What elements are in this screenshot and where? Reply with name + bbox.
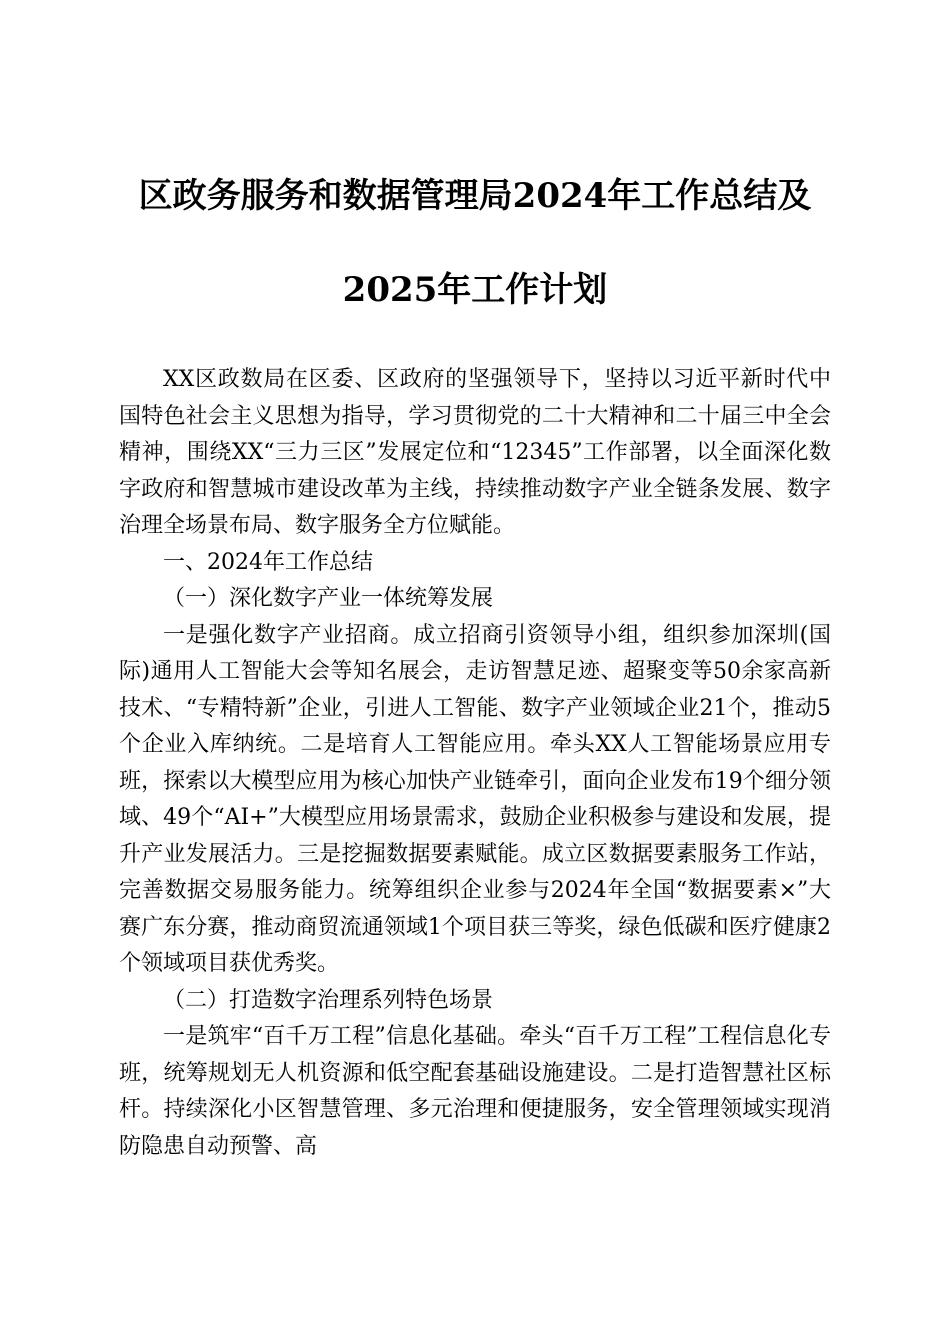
section-heading: 一、2024年工作总结	[163, 549, 373, 575]
subsection-heading: （二）打造数字治理系列特色场景	[163, 987, 494, 1013]
body-paragraph: 一是筑牢“百千万工程”信息化基础。牵头“百千万工程”工程信息化专班，统筹规划无人机资源和低空配套基础设施建设。二是打造智慧社区标杆。持续深化小区智慧管理、多元治理和便捷服务，安全管理领域实现消防隐患自动预警、高	[119, 1024, 831, 1159]
document-body	[119, 362, 831, 1165]
document-title-line-1: 区政务服务和数据管理局2024年工作总结及	[138, 176, 812, 216]
intro-paragraph: XX区政数局在区委、区政府的坚强领导下，坚持以习近平新时代中国特色社会主义思想为指导，学习贯彻党的二十大精神和二十届三中全会精神，围绕XX“三力三区”发展定位和“12345”工作部署，以全面深化数字政府和智慧城市建设改革为主线，持续推动数字产业全链条发展、数字治理全场景布局、数字服务全方位赋能。	[119, 367, 831, 538]
subsection-heading: （一）深化数字产业一体统筹发展	[163, 586, 494, 611]
body-paragraph: 一是强化数字产业招商。成立招商引资领导小组，组织参加深圳(国际)通用人工智能大会等知名展会，走访智慧足迹、超聚变等50余家高新技术、“专精特新”企业，引进人工智能、数字产业领域企业21个，推动5个企业入库纳统。二是培育人工智能应用。牵头XX人工智能场景应用专班，探索以大模型应用为核心加快产业链牵引，面向企业发布19个细分领域、49个“AI+”大模型应用场景需求，鼓励企业积极参与建设和发展，提升产业发展活力。三是挖掘数据要素赋能。成立区数据要素服务工作站，完善数据交易服务能力。统筹组织企业参与2024年全国“数据要素×”大赛广东分赛，推动商贸流通领域1个项目获三等奖，绿色低碳和医疗健康2个领域项目获优秀奖。	[119, 622, 831, 976]
document-title-line-2: 2025年工作计划	[342, 270, 608, 310]
